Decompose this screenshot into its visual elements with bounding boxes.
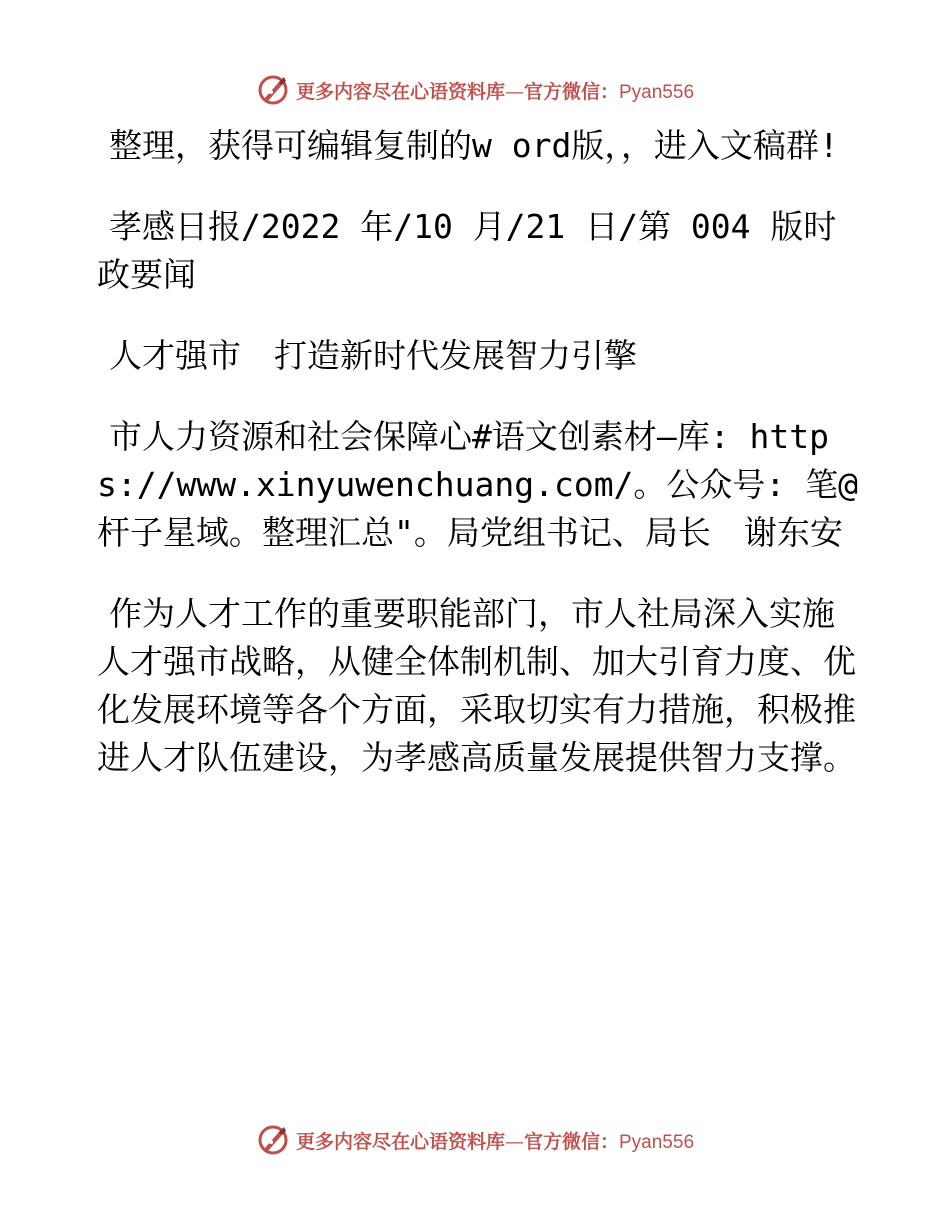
pen-logo-icon (256, 73, 290, 107)
footer-banner-main: 更多内容尽在心语资料库 (295, 1130, 505, 1153)
pen-logo-icon (256, 1123, 290, 1157)
footer-banner (0, 1120, 950, 1160)
paragraph-intro: 整理，获得可编辑复制的w ord版，，进入文稿群! (109, 126, 839, 165)
footer-banner-official: 官方微信： (523, 1130, 619, 1153)
header-banner-wechat-id: Pyan556 (619, 81, 695, 103)
paragraph-body: 作为人才工作的重要职能部门，市人社局深入实施人才强市战略，从健全体制机制、加大引育力度、优化发展环境等各个方面，采取切实有力措施，积极推进人才队伍建设，为孝感高质量发展提供智力支撑。 (97, 594, 856, 777)
header-banner-main: 更多内容尽在心语资料库 (295, 80, 505, 103)
paragraph-author: 市人力资源和社会保障心#语文创素材—库: https://www.xinyuwenchuang.com/。公众号: 笔@杆子星域。整理汇总"。局党组书记、局长 谢东安 (97, 417, 859, 552)
paragraph-headline: 人才强市 打造新时代发展智力引擎 (109, 336, 637, 375)
header-banner-text (296, 77, 694, 104)
document-body (97, 122, 867, 812)
footer-banner-wechat-id: Pyan556 (619, 1131, 695, 1153)
footer-banner-text (296, 1127, 694, 1154)
header-banner-separator: — (504, 80, 524, 103)
paragraph-source: 孝感日报/2022 年/10 月/21 日/第 004 版时政要闻 (97, 207, 837, 294)
header-banner (0, 70, 950, 110)
header-banner-official: 官方微信： (523, 80, 619, 103)
footer-banner-separator: — (504, 1130, 524, 1153)
